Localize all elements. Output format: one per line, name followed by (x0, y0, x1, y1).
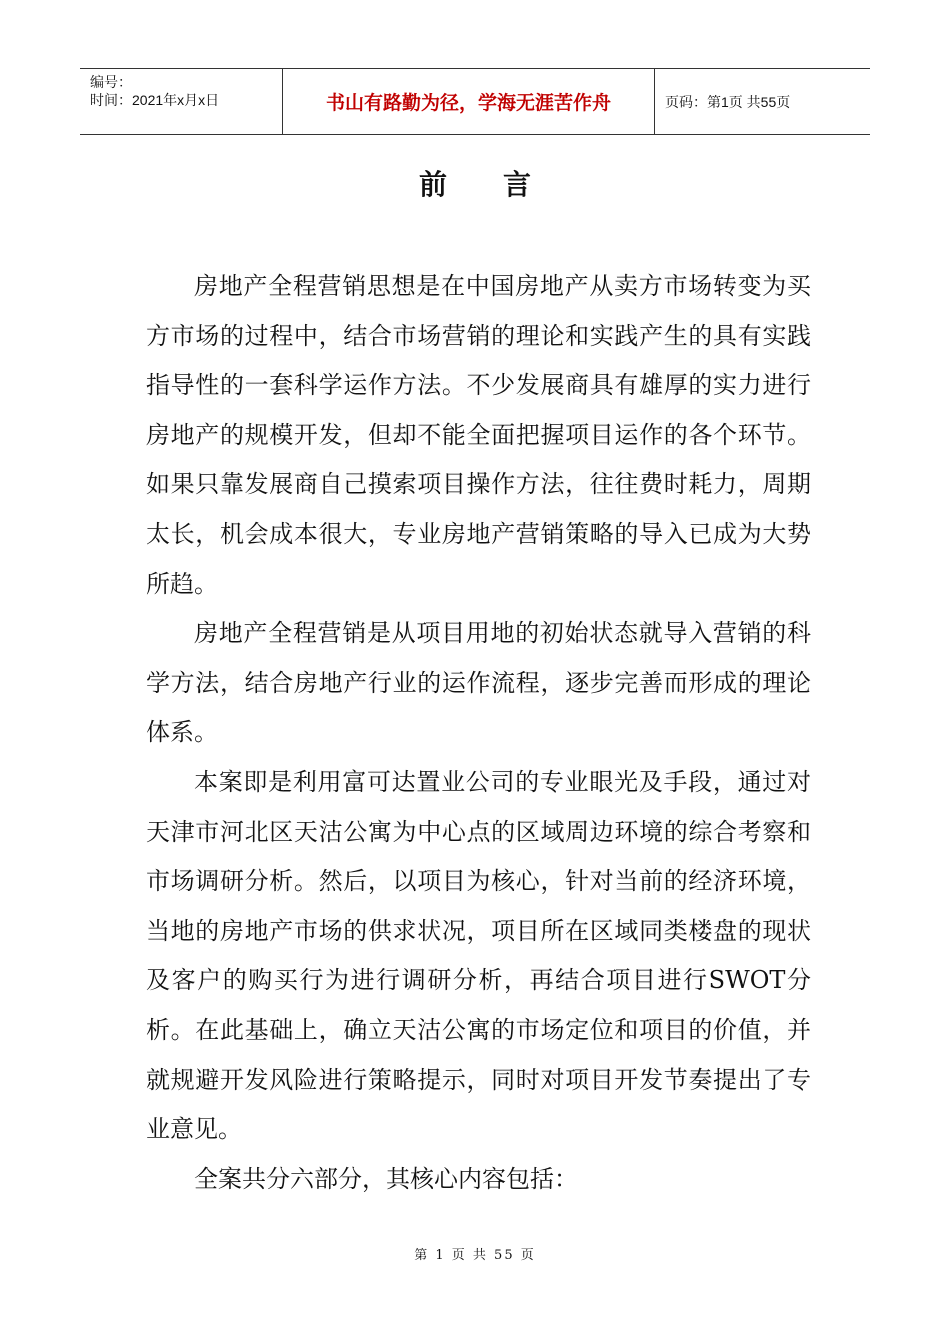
document-body (146, 262, 811, 1204)
header-meta (80, 69, 282, 134)
page-footer: 第 1 页 共 55 页 (414, 1248, 536, 1263)
paragraph: 本案即是利用富可达置业公司的专业眼光及手段，通过对天津市河北区天沽公寓为中心点的区域周边环境的综合考察和市场调研分析。然后，以项目为核心，针对当前的经济环境，当地的房地产市场的供求状况，项目所在区域同类楼盘的现状及客户的购买行为进行调研分析，再结合项目进行SWOT分析。在此基础上，确立天沽公寓的市场定位和项目的价值，并就规避开发风险进行策略提示，同时对项目开发节奏提出了专业意见。 (146, 767, 811, 1144)
paragraph: 房地产全程营销思想是在中国房地产从卖方市场转变为买方市场的过程中，结合市场营销的理论和实践产生的具有实践指导性的一套科学运作方法。不少发展商具有雄厚的实力进行房地产的规模开发，但却不能全面把握项目运作的各个环节。如果只靠发展商自己摸索项目操作方法，往往费时耗力，周期太长，机会成本很大，专业房地产营销策略的导入已成为大势所趋。 (146, 272, 811, 598)
page-header (80, 68, 870, 135)
paragraph: 房地产全程营销是从项目用地的初始状态就导入营销的科学方法，结合房地产行业的运作流程，逐步完善而形成的理论体系。 (146, 619, 811, 747)
document-title: 前言 (418, 168, 587, 201)
paragraph: 全案共分六部分，其核心内容包括： (194, 1164, 578, 1193)
document-number-label: 编号： (90, 74, 132, 90)
header-motto: 书山有路勤为径，学海无涯苦作舟 (282, 69, 655, 134)
header-page-info: 页码：第1页 共55页 (665, 93, 791, 110)
document-time-label: 时间：2021年x月x日 (90, 92, 220, 108)
